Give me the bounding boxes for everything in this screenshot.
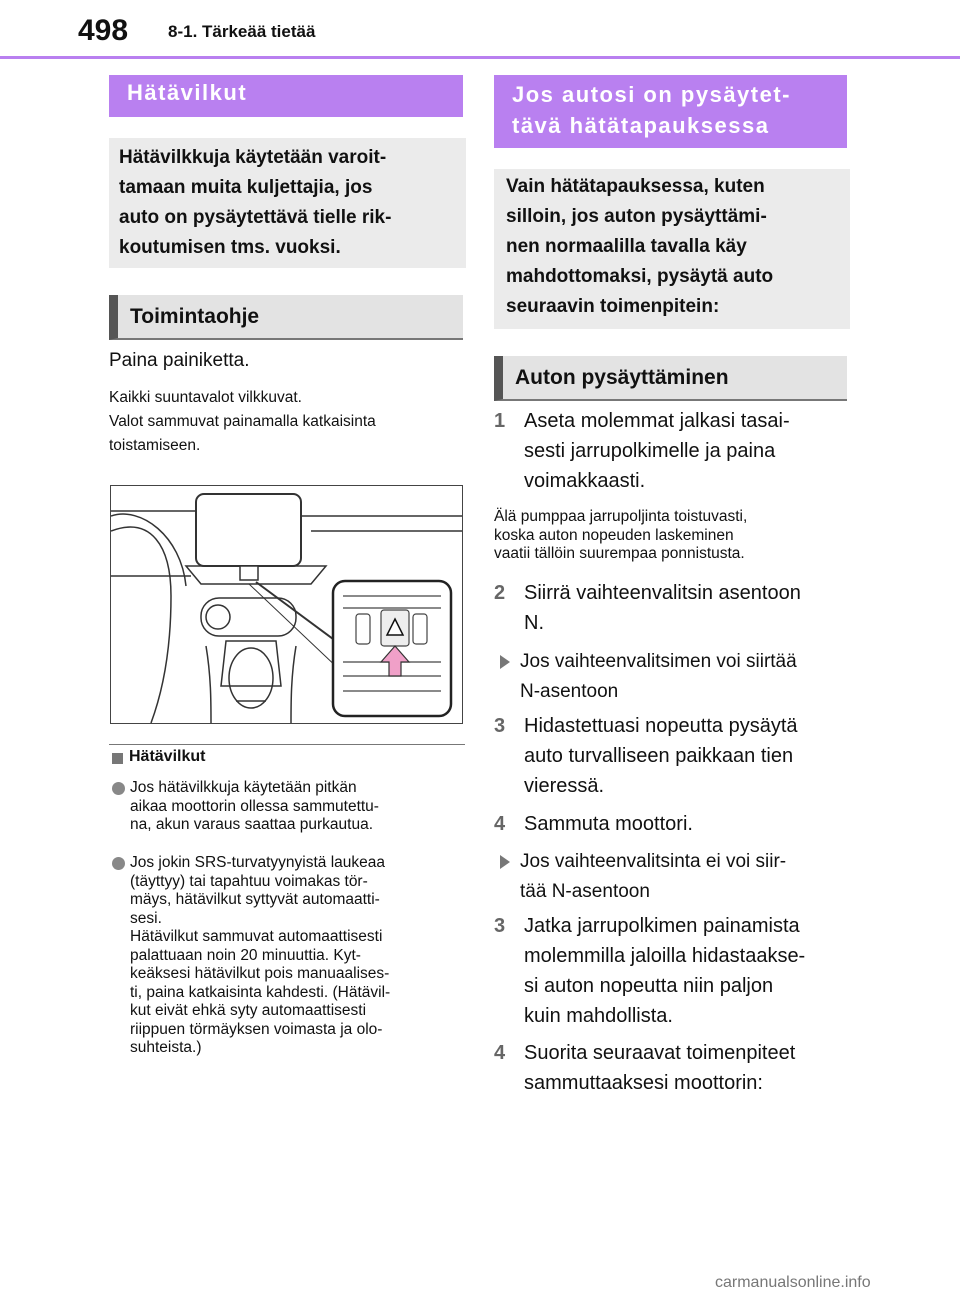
page-number: 498 <box>78 14 129 47</box>
step-line: Hidastettuasi nopeutta pysäytä <box>524 715 798 737</box>
emergency-intro-line: Vain hätätapauksessa, kuten <box>506 176 765 197</box>
case-line: tää N-asentoon <box>520 881 650 902</box>
step-number: 4 <box>494 813 506 835</box>
step-number: 3 <box>494 715 506 737</box>
section-title-emergency <box>494 75 847 148</box>
section-title-line: tävä hätätapauksessa <box>512 113 770 138</box>
step-line: Suorita seuraavat toimenpiteet <box>524 1042 796 1064</box>
triangle-bullet-icon <box>500 855 510 869</box>
step-line: N. <box>524 612 544 634</box>
step-line: voimakkaasti. <box>524 470 646 492</box>
case-2-text <box>520 847 860 907</box>
emergency-intro-line: mahdottomaksi, pysäytä auto <box>506 266 774 287</box>
case-line: Jos vaihteenvalitsinta ei voi siir- <box>520 851 787 872</box>
note-line: Hätävilkut sammuvat automaattisesti <box>130 928 383 945</box>
step-line: sammuttaaksesi moottorin: <box>524 1072 763 1094</box>
note-line: suhteista.) <box>130 1039 202 1056</box>
step-number: 3 <box>494 915 506 937</box>
step-line: Jatka jarrupolkimen painamista <box>524 915 800 937</box>
square-bullet-icon <box>112 753 123 764</box>
instruction-note-line: Valot sammuvat painamalla katkaisinta <box>109 413 376 430</box>
step-line: auto turvalliseen paikkaan tien <box>524 745 794 767</box>
note-line: palattuaan noin 20 minuuttia. Kyt- <box>130 946 361 964</box>
header-divider <box>0 56 960 59</box>
case-line: Jos vaihteenvalitsimen voi siirtää <box>520 651 797 672</box>
step-4b-text <box>524 1038 854 1098</box>
step-number: 2 <box>494 582 506 604</box>
notes-heading: Hätävilkut <box>129 748 206 765</box>
case-1-text <box>520 647 860 707</box>
case-line: N-asentoon <box>520 681 619 702</box>
circle-bullet-icon <box>112 857 125 870</box>
note-battery <box>130 779 470 835</box>
step-line: Siirrä vaihteenvalitsin asentoon <box>524 582 801 604</box>
hazard-intro-line: auto on pysäytettävä tielle rik- <box>119 207 392 228</box>
step-line: vieressä. <box>524 775 605 797</box>
note-srs <box>130 854 470 1058</box>
step-note-line: koska auton nopeuden laskeminen <box>494 526 734 544</box>
note-line: aikaa moottorin ollessa sammutettu- <box>130 797 379 815</box>
hazard-intro-box <box>109 138 466 268</box>
step-1-note <box>494 508 854 564</box>
note-line: keäksesi hätävilkut pois manuaalises- <box>130 965 390 982</box>
hazard-intro-line: tamaan muita kuljettajia, jos <box>119 177 373 198</box>
step-4a-text: Sammuta moottori. <box>524 813 693 835</box>
step-3b-text <box>524 911 854 1031</box>
triangle-bullet-icon <box>500 655 510 669</box>
instructions-heading <box>109 295 463 340</box>
emergency-intro-line: nen normaalilla tavalla käy <box>506 236 747 257</box>
emergency-intro-line: seuraavin toimenpitein: <box>506 296 720 317</box>
step-note-line: vaatii tällöin suurempaa ponnistusta. <box>494 545 745 562</box>
step-line: sesti jarrupolkimelle ja paina <box>524 440 776 462</box>
note-line: mäys, hätävilkut syttyvät automaatti- <box>130 891 380 908</box>
emergency-intro-line: silloin, jos auton pysäyttämi- <box>506 206 767 227</box>
dashboard-illustration <box>110 485 463 724</box>
instruction-note <box>109 386 469 458</box>
step-line: si auton nopeutta niin paljon <box>524 975 774 997</box>
note-line: Jos jokin SRS-turvatyynyistä laukeaa <box>130 854 386 871</box>
note-line: sesi. <box>130 909 162 927</box>
step-line: molemmilla jaloilla hidastaakse- <box>524 945 806 967</box>
step-2-text <box>524 578 854 638</box>
emergency-intro-box <box>494 169 850 329</box>
stopping-heading <box>494 356 847 401</box>
watermark: carmanualsonline.info <box>715 1274 871 1291</box>
step-line: kuin mahdollista. <box>524 1005 673 1027</box>
stopping-heading-text: Auton pysäyttäminen <box>515 365 729 389</box>
step-line: Aseta molemmat jalkasi tasai- <box>524 410 790 432</box>
hazard-intro-line: Hätävilkkuja käytetään varoit- <box>119 147 387 168</box>
step-3a-text <box>524 711 854 801</box>
step-number: 4 <box>494 1042 506 1064</box>
instruction-note-line: Kaikki suuntavalot vilkkuvat. <box>109 389 302 406</box>
note-line: kut eivät ehkä syty automaattisesti <box>130 1002 367 1019</box>
instruction-note-line: toistamiseen. <box>109 437 201 454</box>
section-title-line: Jos autosi on pysäytet- <box>512 82 792 107</box>
notes-divider <box>109 744 465 745</box>
step-number: 1 <box>494 410 506 432</box>
instruction-text: Paina painiketta. <box>109 350 250 371</box>
note-line: ti, paina katkaisinta kahdesti. (Hätävil- <box>130 983 391 1001</box>
step-1-text <box>524 406 854 496</box>
dashboard-drawing <box>111 486 462 723</box>
note-line: (täyttyy) tai tapahtuu voimakas tör- <box>130 872 368 890</box>
step-note-line: Älä pumppaa jarrupoljinta toistuvasti, <box>494 508 748 525</box>
note-line: Jos hätävilkkuja käytetään pitkän <box>130 779 357 796</box>
instructions-heading-text: Toimintaohje <box>130 304 260 328</box>
note-line: na, akun varaus saattaa purkautua. <box>130 816 373 833</box>
hazard-intro-line: koutumisen tms. vuoksi. <box>119 237 341 258</box>
chapter-title: 8-1. Tärkeää tietää <box>168 22 316 41</box>
circle-bullet-icon <box>112 782 125 795</box>
section-title-hazard: Hätävilkut <box>109 75 463 117</box>
note-line: riippuen törmäyksen voimasta ja olo- <box>130 1020 383 1038</box>
